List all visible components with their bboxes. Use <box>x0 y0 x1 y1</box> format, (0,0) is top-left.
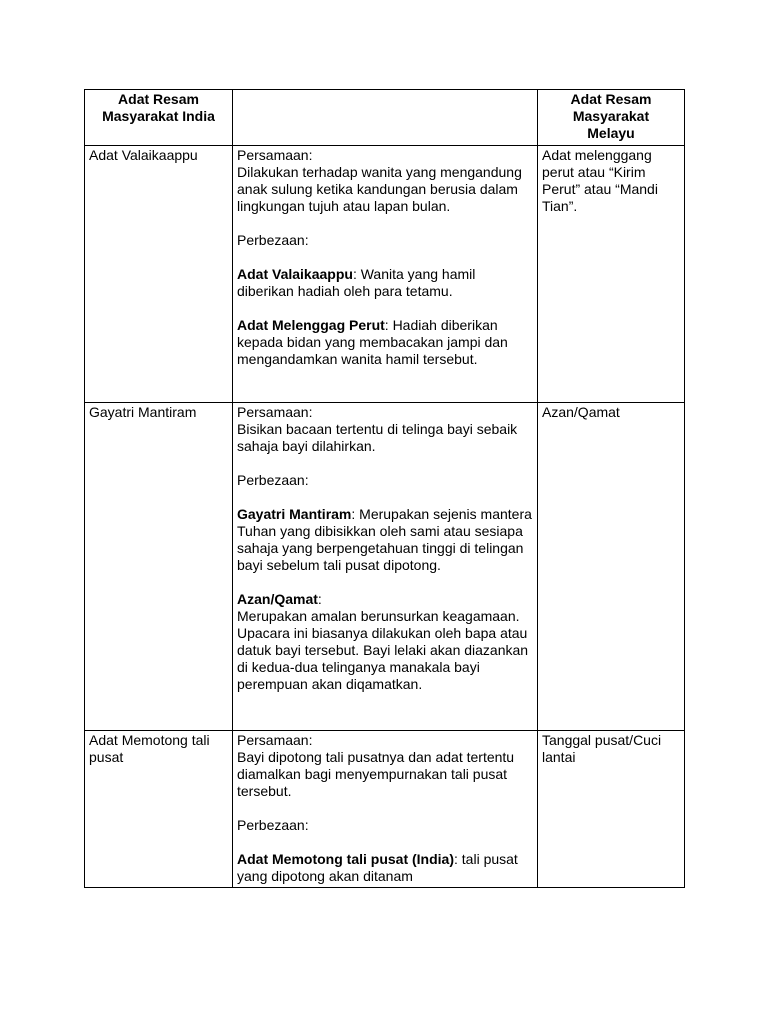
difference-text: Merupakan amalan berunsurkan keagamaan. Upacara ini biasanya dilakukan oleh bapa atau datuk bayi tersebut. Bayi lelaki akan diazankan di kedua-dua telinganya manakala bayi perempuan akan diqamatkan. <box>237 608 529 692</box>
persamaan-label: Persamaan: <box>237 404 313 420</box>
table-row <box>85 731 685 888</box>
header-middle <box>233 90 538 146</box>
cell-india: Gayatri Mantiram <box>85 403 233 731</box>
cell-melayu: Adat melenggang perut atau “Kirim Perut” atau “Mandi Tian”. <box>538 146 685 403</box>
persamaan-text: Bayi dipotong tali pusatnya dan adat tertentu diamalkan bagi menyempurnakan tali pusat tersebut. <box>237 749 515 799</box>
difference-term: Adat Melenggag Perut <box>237 317 385 333</box>
header-india-line1: Adat Resam <box>118 91 199 107</box>
header-india <box>85 90 233 146</box>
difference-item <box>237 506 533 574</box>
persamaan-label: Persamaan: <box>237 147 313 163</box>
persamaan-text: Dilakukan terhadap wanita yang mengandung anak sulung ketika kandungan berusia dalam lingkungan tujuh atau lapan bulan. <box>237 164 522 214</box>
header-melayu <box>538 90 685 146</box>
difference-item <box>237 317 533 368</box>
perbezaan-label: Perbezaan: <box>237 472 309 488</box>
difference-text: : Wanita yang hamil diberikan hadiah oleh para tetamu. <box>237 266 476 299</box>
perbezaan-label: Perbezaan: <box>237 232 309 248</box>
comparison-table <box>84 89 685 888</box>
header-melayu-line3: Melayu <box>587 125 635 141</box>
persamaan-text: Bisikan bacaan tertentu di telinga bayi sebaik sahaja bayi dilahirkan. <box>237 421 518 454</box>
difference-item <box>237 266 533 300</box>
cell-india: Adat Memotong tali pusat <box>85 731 233 888</box>
cell-melayu: Tanggal pusat/Cuci lantai <box>538 731 685 888</box>
header-melayu-line2: Masyarakat <box>572 108 650 124</box>
header-melayu-line1: Adat Resam <box>570 91 652 107</box>
difference-text: : tali pusat yang dipotong akan ditanam <box>237 851 518 884</box>
difference-term: Adat Memotong tali pusat (India) <box>237 851 454 867</box>
cell-comparison <box>233 731 538 888</box>
table-row <box>85 403 685 731</box>
difference-term: Adat Valaikaappu <box>237 266 353 282</box>
table-header-row <box>85 90 685 146</box>
persamaan-label: Persamaan: <box>237 732 313 748</box>
table-row <box>85 146 685 403</box>
difference-item <box>237 591 533 608</box>
difference-text: : Hadiah diberikan kepada bidan yang membacakan jampi dan mengandamkan wanita hamil tersebut. <box>237 317 508 367</box>
difference-term: Gayatri Mantiram <box>237 506 352 522</box>
difference-term: Azan/Qamat <box>237 591 318 607</box>
cell-comparison <box>233 403 538 731</box>
cell-comparison <box>233 146 538 403</box>
header-india-line2: Masyarakat India <box>102 108 215 124</box>
difference-item <box>237 851 533 885</box>
cell-india: Adat Valaikaappu <box>85 146 233 403</box>
difference-colon: : <box>317 591 322 607</box>
difference-text: : Merupakan sejenis mantera Tuhan yang dibisikkan oleh sami atau sesiapa sahaja yang berpengetahuan tinggi di telingan bayi sebelum tali pusat dipotong. <box>237 506 532 573</box>
cell-melayu: Azan/Qamat <box>538 403 685 731</box>
perbezaan-label: Perbezaan: <box>237 817 309 833</box>
